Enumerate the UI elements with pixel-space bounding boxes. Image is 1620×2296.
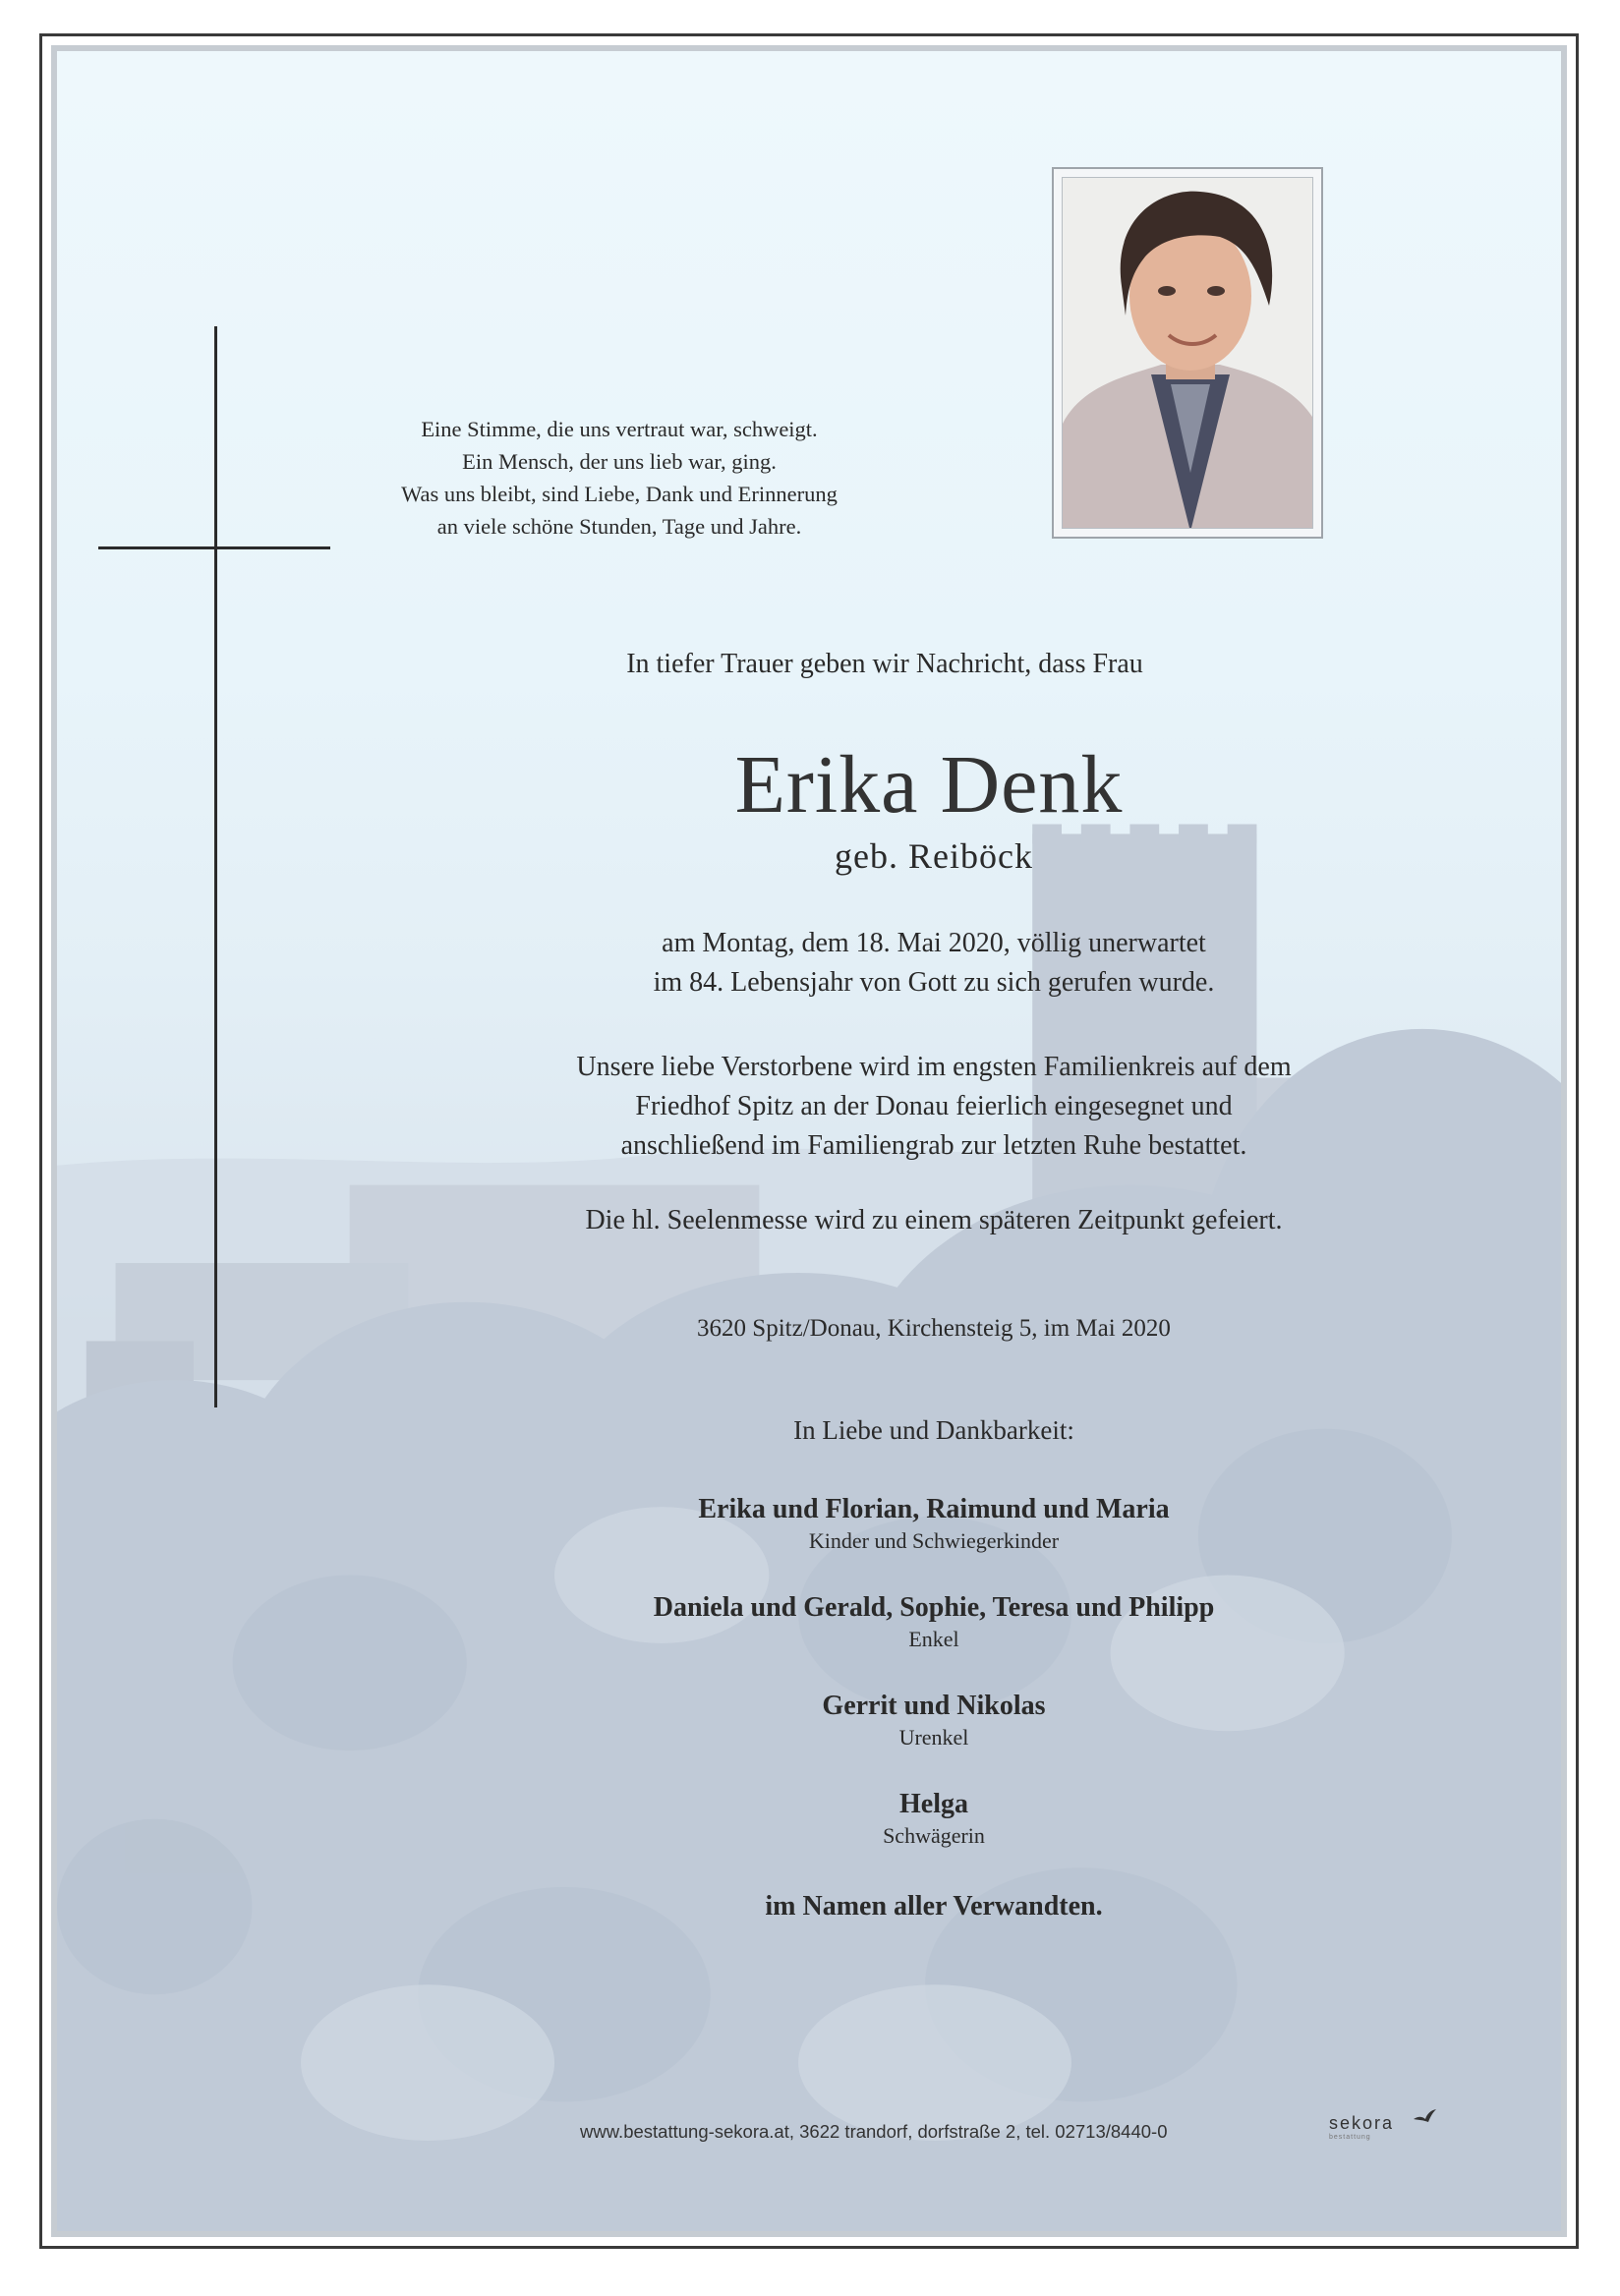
portrait-frame bbox=[1052, 167, 1323, 539]
quote-line: Ein Mensch, der uns lieb war, ging. bbox=[462, 449, 777, 474]
funeral-home-logo bbox=[1329, 2113, 1418, 2152]
portrait-photo bbox=[1062, 177, 1313, 529]
cross-horizontal-bar bbox=[98, 546, 330, 549]
family-names: Helga bbox=[899, 1789, 968, 1819]
closing-line: im Namen aller Verwandten. bbox=[765, 1891, 1103, 1922]
family-relation: Schwägerin bbox=[883, 1823, 985, 1848]
quote-line: Eine Stimme, die uns vertraut war, schweigt. bbox=[421, 417, 818, 441]
family-group bbox=[492, 1689, 1376, 1751]
family-group bbox=[492, 1492, 1376, 1555]
cross-vertical-bar bbox=[214, 326, 217, 1407]
family-group bbox=[492, 1590, 1376, 1653]
burial-line: Unsere liebe Verstorbene wird im engsten Familienkreis auf dem bbox=[576, 1052, 1292, 1082]
bird-icon bbox=[1412, 2107, 1437, 2127]
family-relation: Kinder und Schwiegerkinder bbox=[808, 1528, 1060, 1553]
thanks-heading: In Liebe und Dankbarkeit: bbox=[793, 1415, 1074, 1445]
funeral-home-contact: www.bestattung-sekora.at, 3622 trandorf, dorfstraße 2, tel. 02713/8440-0 bbox=[580, 2121, 1168, 2142]
burial-info bbox=[413, 1048, 1455, 1166]
quote-line: an viele schöne Stunden, Tage und Jahre. bbox=[436, 514, 802, 539]
mass-info: Die hl. Seelenmesse wird zu einem späteren Zeitpunkt gefeiert. bbox=[585, 1205, 1283, 1235]
burial-line: anschließend im Familiengrab zur letzten Ruhe bestattet. bbox=[620, 1130, 1247, 1161]
announcement-line: am Montag, dem 18. Mai 2020, völlig unerwartet bbox=[662, 928, 1206, 958]
family-names: Daniela und Gerald, Sophie, Teresa und Philipp bbox=[653, 1592, 1215, 1623]
burial-line: Friedhof Spitz an der Donau feierlich eingesegnet und bbox=[635, 1091, 1233, 1121]
family-relation: Urenkel bbox=[898, 1725, 969, 1750]
family-group bbox=[492, 1787, 1376, 1850]
place-and-date: 3620 Spitz/Donau, Kirchensteig 5, im Mai 2020 bbox=[697, 1315, 1171, 1342]
family-names: Gerrit und Nikolas bbox=[822, 1691, 1046, 1721]
family-names: Erika und Florian, Raimund und Maria bbox=[698, 1494, 1170, 1524]
deceased-name: Erika Denk bbox=[734, 739, 1124, 831]
portrait-woman-illustration bbox=[1063, 178, 1313, 529]
logo-wordmark: sekora bbox=[1329, 2113, 1395, 2133]
memorial-quote bbox=[364, 413, 875, 543]
announcement-intro: In tiefer Trauer geben wir Nachricht, dass Frau bbox=[626, 649, 1143, 679]
logo-subtitle: bestattung bbox=[1329, 2134, 1371, 2141]
family-relation: Enkel bbox=[908, 1627, 959, 1651]
maiden-name: geb. Reiböck bbox=[835, 836, 1033, 876]
death-announcement bbox=[492, 924, 1376, 1003]
announcement-line: im 84. Lebensjahr von Gott zu sich gerufen wurde. bbox=[653, 967, 1215, 998]
quote-line: Was uns bleibt, sind Liebe, Dank und Erinnerung bbox=[401, 482, 838, 506]
